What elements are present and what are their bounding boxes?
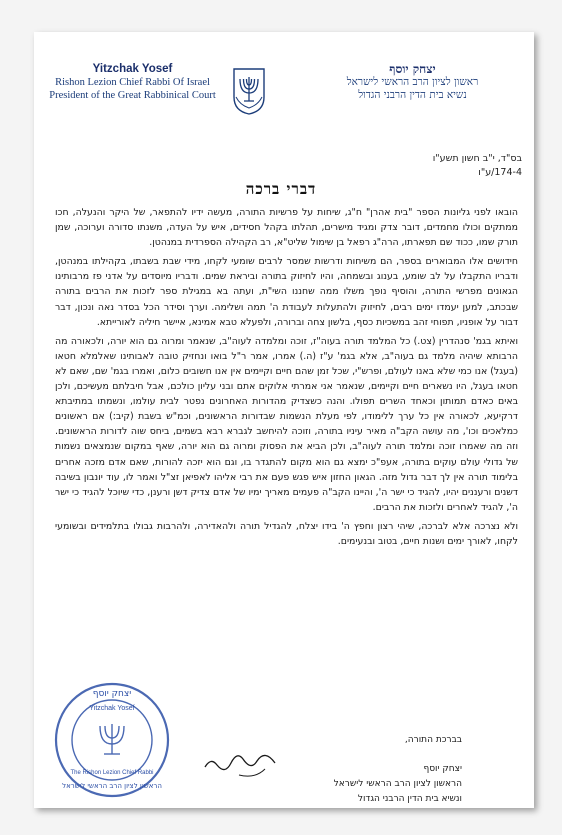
- closing-greeting: בברכת התורה,: [404, 735, 462, 745]
- letterhead-title-en-1: Rishon Lezion Chief Rabbi Of Israel: [55, 77, 210, 88]
- letterhead-title-he-2: נשיא בית הדין הרבני הגדול: [358, 89, 467, 101]
- body-paragraph: ולא נצרכה אלא לברכה, שיהי רצון וחפץ ה' בידו יצלח, להגדיל תורה ולהאדירה, ולהרבות גבולו בתלמידים ובשומעי לקחו, לאורך ימים ושנות חיים, בטוב ובנעימים.: [55, 520, 518, 547]
- hebrew-letterhead: [300, 63, 525, 102]
- letterhead-name-en: Yitzchak Yosef: [92, 63, 173, 75]
- letter-title: דברי ברכה: [245, 180, 317, 198]
- closing-title-1: הראשון לציון הרב הראשי לישראל: [333, 779, 462, 789]
- menorah-emblem-icon: [231, 67, 267, 115]
- body-paragraph: הובאו לפני גליונות הספר "בית אהרן" ח"ג, שיחות על פרשיות התורה, מעשה ידיו להתפאר, של היקר והנעלה, חכו ממתקים וכולו מחמדים, דובר צדק ומגיד מישרים, תהלתו בקהל חסידים, איש על העדה, משנתו סדורה וערוכה, שמן תורק שמו, ככוד שם תפארתו, הרה"ג רפאל בן שימול שליט"א, רב הקהילה הספרדית במנהטן.: [55, 207, 518, 249]
- stamp-name-en: Yitzchak Yosef: [89, 705, 135, 712]
- official-stamp-icon: [52, 680, 172, 800]
- stamp-title-he: הראשון לציון הרב הראשי לישראל: [62, 782, 162, 790]
- body-paragraph: ואיתא בגמ' סנהדרין (צט.) כל המלמד תורה בעוה"ז, זוכה ומלמדה לעוה"ב, שנאמר ומרוה גם הוא יורה, ולכאורה מה הרבותא שיהיה מלמד גם בעוה"ב, אלא בגמ' ע"ז (ה.) אמרו, אמר ר"ל בואו ונחזיק טובה לאבותינו שאלמלא חטאו (בעגל) אנו כמי שלא באנו לעולם, ופרש"י, שכל זמן שהם חיים וקיימים אין אנו חשובים כלום, ואמרו בגמ' שם, שאם לא חטאו בעגל, היו נשארים חיים וקיימים, שנאמר אני אמרתי אלוקים אתם ובני עליון כולכם, אבל חיבלתם מעשיכם, ולכן באים כאדם תמותון וכאחד השרים תפולו. והנה כשצדיק מהדורות האחרונים נפטר לבית עולמו, ונשמתו במתיבתא דרקיעא, לכאורה אין כל ערך ללימודו, לפי מעלת הנשמות שבדורות הראשונים, וכמ"ש בשבת (קיב:) אם ראשונים כמלאכים וכו', מה עושה הקב"ה מאיר עיניו בתורה, וזוכה להיחשב לגברא רבא בשמים, ביחס שוה לדורות הראשונים. וזה מה שאמרו זוכה ומלמד תורה לעוה"ב, ולכן הביא את הפסוק ומרוה גם הוא יורה, שאף במקום שנמצאים נשמות של גדולי עולם עוקים בתורה, אעפ"כ ימצא גם הוא מקום להתגדר בו, וגם הוא יזכה להורות, שאם אדם מזכה אחרים בלימוד תורה אין לך דבר גדול מזה. הגאון החזון איש פגש פעם את רבי אליהו לאפיאן זצ"ל ואמר לו, עוד יונבון בשיבה דשנים ורעננים יהיו, להגיד כי ישר ה', והיינו הקב"ה פעמים מאריך ימיו של אדם צדיק דשן ורענן, כדי שיוכל להגיד כי ישר ה', להגיד לאחרים ולזכות את הרבים.: [55, 335, 518, 513]
- closing-name: יצחק יוסף: [423, 764, 462, 774]
- letter-meta: [433, 152, 522, 180]
- letter-reference: 174-4/ע"ו: [478, 167, 522, 178]
- closing-title-2: ונשיא בית הדין הרבני הגדול: [357, 794, 462, 804]
- letter-date: בס"ד, י"ב חשון תשע"ו: [432, 153, 522, 164]
- stamp-name-he: יצחק יוסף: [92, 689, 132, 699]
- english-letterhead: [40, 63, 225, 102]
- body-paragraph: חידושים אלו המבוארים בספר, הם משיחות ודרשות שמסר לרבים שומעי לקחו, מידי שבת בשבתו, בקהילתו במנהטן, ודבריו התקבלו על לב שומע, בענוג ובשמחה, והיו לחיזוק בתורה וביראת שמים. ודבריו מיוסדים על אדני פז מרבותינו הגאונים מפרשי התורה, והוסיף נופך משלו ממה שחננו השי"ת, ועתה בא במגילת ספר לזכות את הרבים בתורה שבכתב, למען יעמדו ימים רבים, לחיזוק ולהתעלות לעבודת ה' תמה ושלימה. וערך וסידר הכל בסדר נאה ונכון, דבר דבור על אופניו, תפוחי זהב במשכיות כסף, בלשון צחה וברורה, ולפעלא טבא אמינא, איישר חיליה לאורייתא.: [55, 256, 518, 328]
- letterhead-title-en-2: President of the Great Rabbinical Court: [49, 90, 216, 101]
- letter-body: [55, 205, 518, 553]
- letterhead-title-he-1: ראשון לציון הרב הראשי לישראל: [346, 76, 479, 88]
- handwritten-signature-icon: [195, 745, 285, 785]
- letterhead-name-he: יצחק יוסף: [389, 62, 436, 76]
- stamp-title-en: The Rishon Lezion Chief Rabbi: [70, 770, 154, 776]
- closing-block: [302, 733, 462, 807]
